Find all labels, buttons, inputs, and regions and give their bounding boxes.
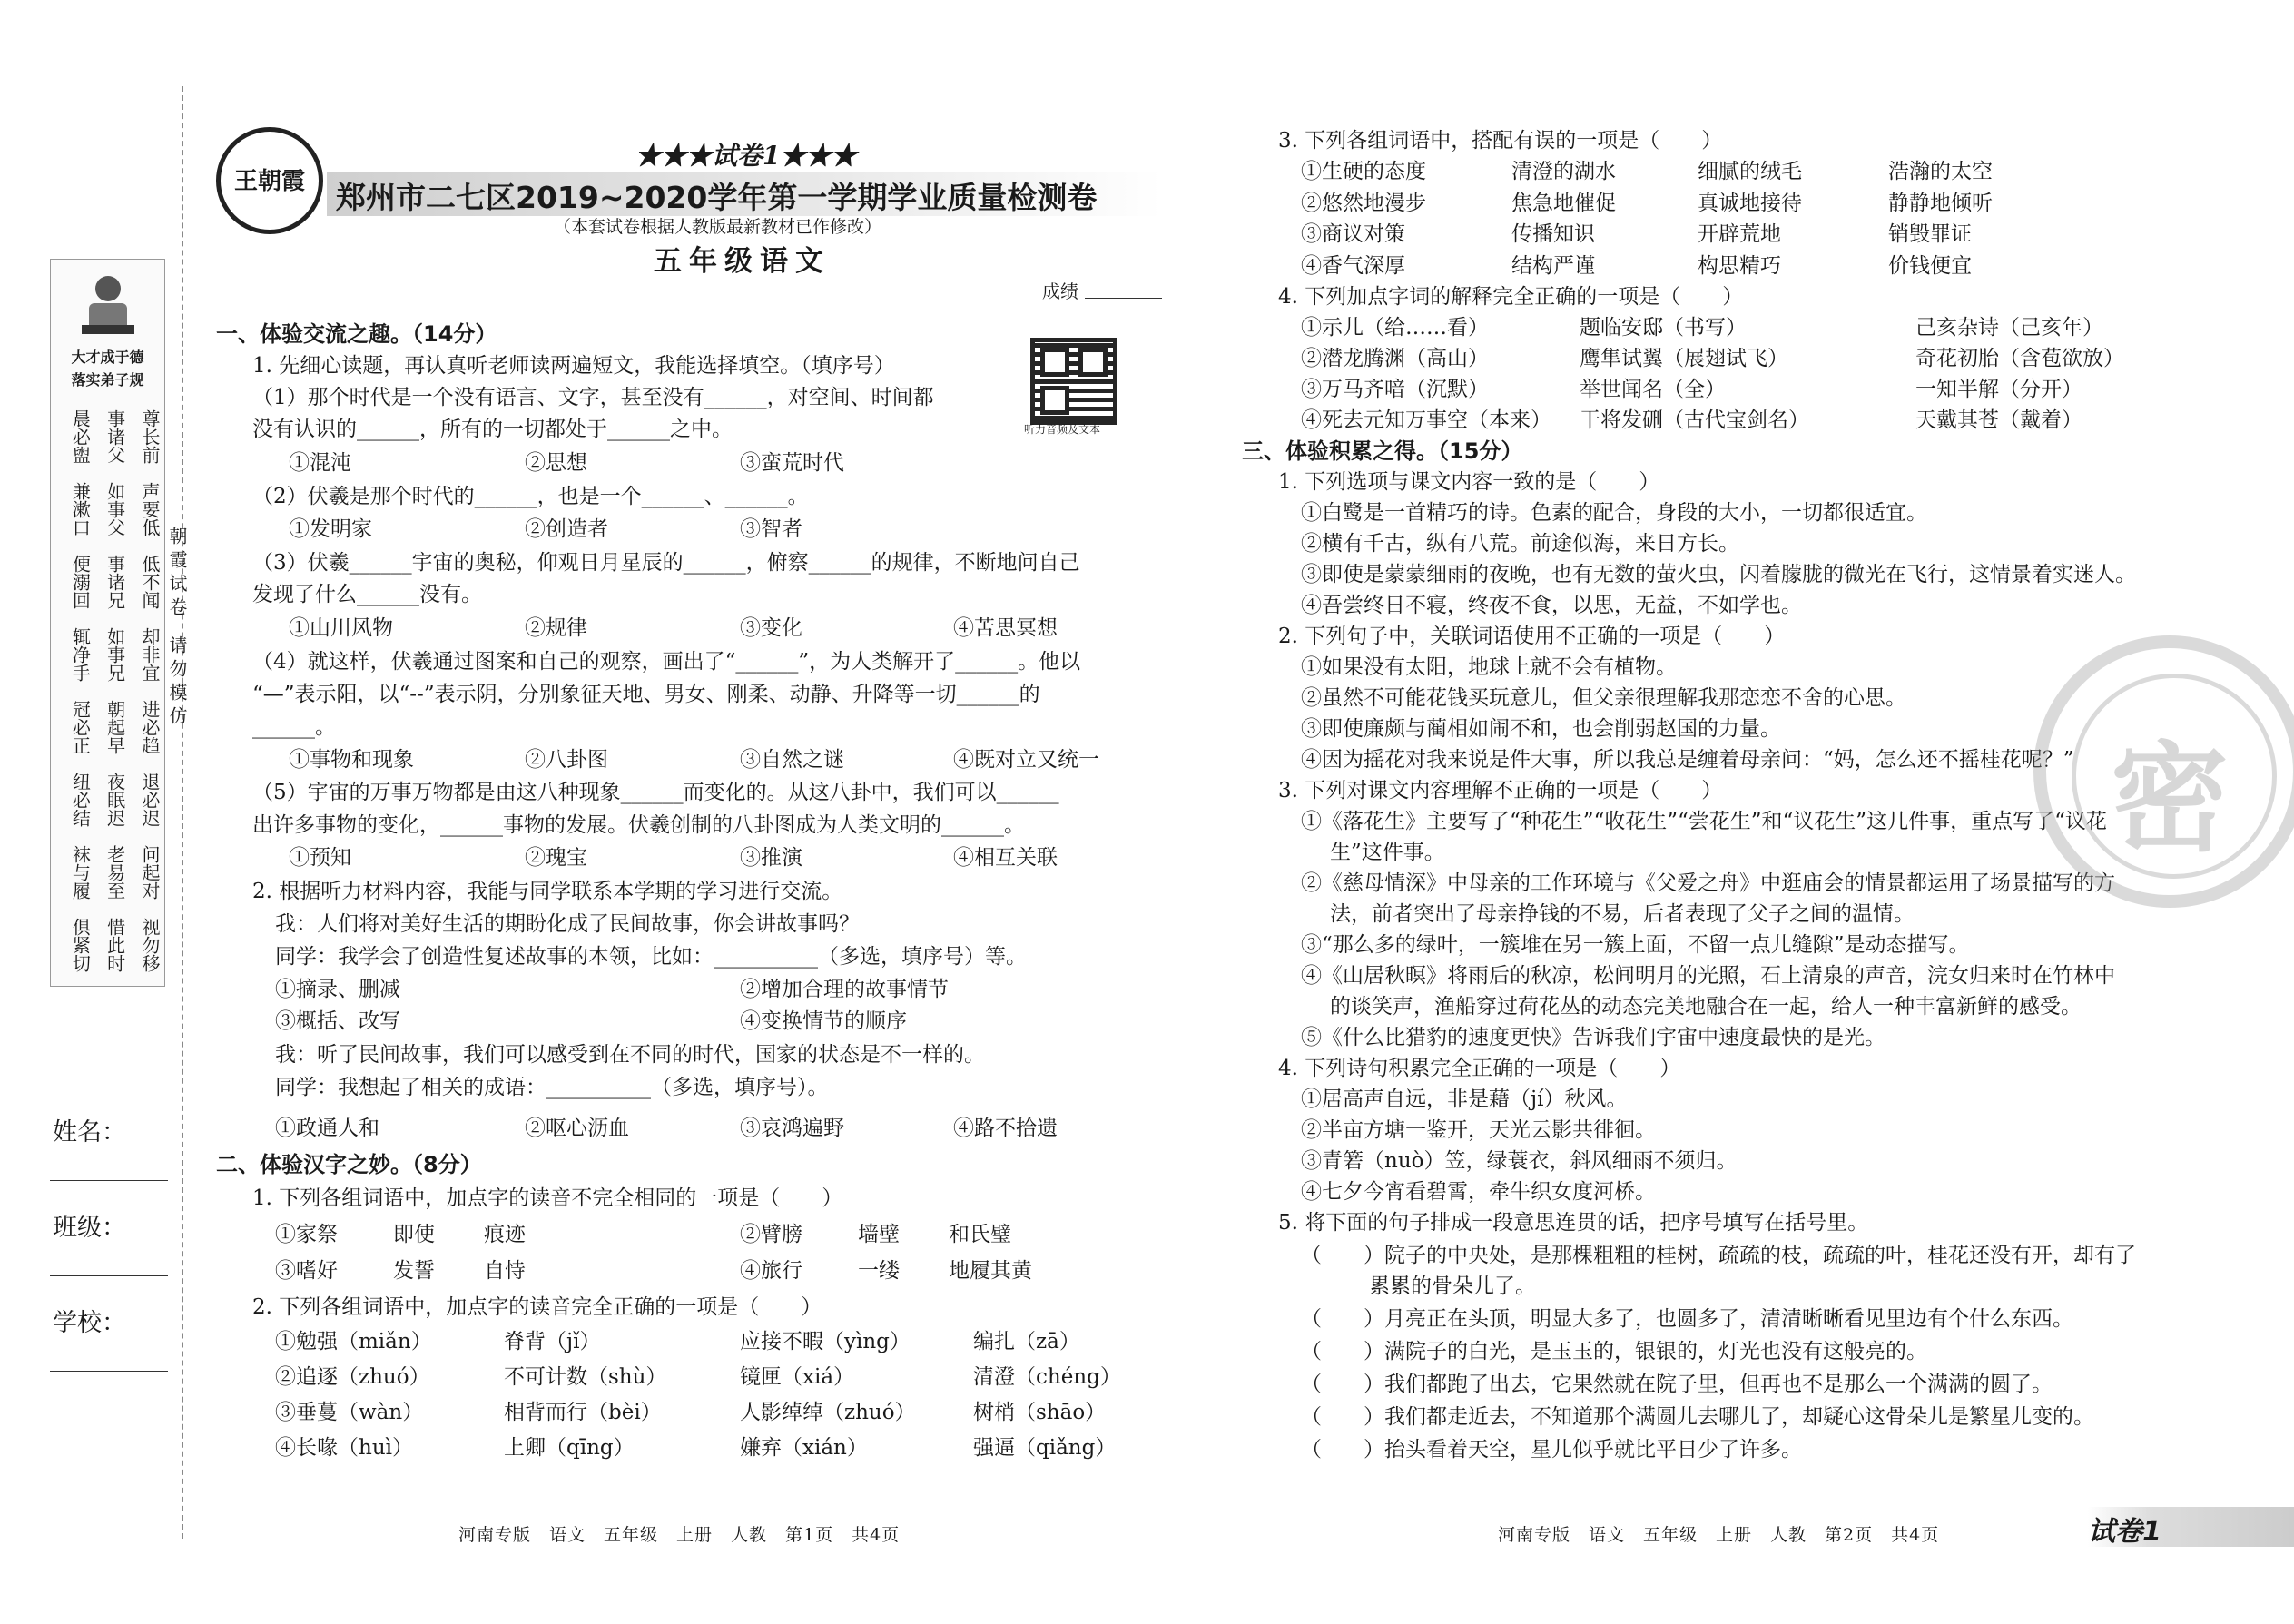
scholar-figure-icon [76, 269, 140, 341]
q4-word: 脊背（jǐ） [504, 1330, 601, 1353]
motto-cell: 低不闻 [138, 555, 161, 609]
q10-option: ②半亩方塘一鉴开，天光云影共徘徊。 [1301, 1118, 1656, 1142]
q1-part1-line2: 没有认识的______，所有的一切都处于______之中。 [252, 418, 733, 441]
q2-option: ③概括、改写 [275, 1009, 400, 1033]
motto-cell: 声要低 [138, 482, 161, 536]
logo-seal [216, 127, 323, 234]
q2-dialog-2: 同学：我学会了创造性复述故事的本领，比如：__________（多选，填序号）等。 [275, 945, 1027, 969]
motto-cell: 退必迟 [138, 773, 161, 827]
q1-part3-option: ③变化 [740, 616, 802, 640]
right-footer: 河南专版 语文 五年级 上册 人教 第2页 共4页 [1498, 1525, 1940, 1545]
section-2-heading: 二、体验汉字之妙。（8分） [216, 1152, 482, 1177]
q9-option-cont: 生”这件事。 [1330, 841, 1445, 864]
q2-idiom-option: ②呕心沥血 [525, 1117, 629, 1140]
q4-word: ③垂蔓（wàn） [275, 1401, 424, 1424]
motto-top: 大才成于德 [71, 349, 144, 366]
motto-cell: 如事父 [103, 482, 126, 536]
q5-word: 静静地倾听 [1888, 192, 1993, 215]
motto-cell: 老易至 [103, 845, 126, 900]
motto-cell: 便溺回 [69, 555, 92, 609]
q9-option: ④《山居秋暝》将雨后的秋凉，松间明月的光照，石上清泉的声音，浣女归来时在竹林中 [1301, 964, 2115, 988]
paper-tag: ★★★试卷1★★★ [635, 141, 857, 171]
q5-word: 细腻的绒毛 [1698, 160, 1802, 183]
left-footer: 河南专版 语文 五年级 上册 人教 第1页 共4页 [458, 1525, 901, 1545]
q2-dialog-1: 我：人们将对美好生活的期盼化成了民间故事，你会讲故事吗？ [275, 912, 860, 936]
q1-part4-line3: ______。 [252, 715, 336, 739]
q1-part2-line1: （2）伏羲是那个时代的______，也是一个______、______。 [252, 485, 809, 508]
q1-part5-option: ③推演 [740, 846, 802, 870]
q6-item: 天戴其苍（戴着） [1915, 408, 2082, 432]
binding-dashed-line [182, 86, 183, 1539]
question-8-stem: 2. 下列句子中，关联词语使用不正确的一项是（ ） [1278, 625, 1786, 648]
q2-option: ①摘录、删减 [275, 978, 400, 1001]
question-4-stem: 2. 下列各组词语中，加点字的读音完全正确的一项是（ ） [252, 1295, 822, 1319]
q9-option: ⑤《什么比猎豹的速度更快》告诉我们宇宙中速度最快的是光。 [1301, 1026, 1885, 1049]
motto-cell: 纽必结 [69, 773, 92, 827]
q2-option: ④变换情节的顺序 [740, 1009, 907, 1033]
motto-cell: 兼漱口 [69, 482, 92, 536]
q3-word: 地履其黄 [949, 1259, 1032, 1283]
q4-word: 树梢（shāo） [973, 1401, 1107, 1424]
class-field[interactable] [50, 1275, 168, 1276]
q1-part5-option: ④相互关联 [953, 846, 1058, 870]
motto-cell: 事诸父 [103, 409, 126, 464]
question-3-stem: 1. 下列各组词语中，加点字的读音不完全相同的一项是（ ） [252, 1186, 843, 1210]
q5-word: ②悠然地漫步 [1301, 192, 1426, 215]
q11-sentence: （ ）满院子的白光，是玉玉的，银银的，灯光也没有这般亮的。 [1301, 1340, 1927, 1363]
question-1-stem: 1. 先细心读题，再认真听老师读两遍短文，我能选择填空。（填序号） [252, 354, 895, 378]
qr-code-icon [1030, 338, 1117, 425]
q4-word: 镜匣（xiá） [740, 1365, 855, 1389]
q4-word: 强逼（qiǎng） [973, 1436, 1117, 1460]
question-7-stem: 1. 下列选项与课文内容一致的是（ ） [1278, 470, 1660, 494]
score-label: 成绩 [1042, 281, 1078, 302]
q1-part4-option: ④既对立又统一 [953, 748, 1099, 772]
q7-option: ①白鹭是一首精巧的诗。色素的配合，身段的大小，一切都很适宜。 [1301, 501, 1927, 525]
motto-cell: 进必趋 [138, 700, 161, 754]
section-1-heading: 一、体验交流之趣。（14分） [216, 321, 497, 347]
motto-cell: 惜此时 [103, 918, 126, 972]
q4-word: ①勉强（miǎn） [275, 1330, 432, 1353]
q4-word: ②追逐（zhuó） [275, 1365, 430, 1389]
name-label: 姓名： [53, 1118, 126, 1147]
q1-part2-option: ②创造者 [525, 517, 608, 541]
q1-part4-line1: （4）就这样，伏羲通过图案和自己的观察，画出了“______”，为人类解开了______。他以 [252, 650, 1081, 674]
motto-cell: 俱紧切 [69, 918, 92, 972]
motto-cell: 辄净手 [69, 627, 92, 682]
question-5-stem: 3. 下列各组词语中，搭配有误的一项是（ ） [1278, 129, 1723, 153]
q1-part3-option: ②规律 [525, 616, 587, 640]
q4-word: 人影绰绰（zhuó） [740, 1401, 916, 1424]
qr-caption: 听力音频及文本 [1024, 423, 1101, 436]
motto-cell: 事诸兄 [103, 555, 126, 609]
motto-cell: 冠必正 [69, 700, 92, 754]
q6-item: ③万马齐喑（沉默） [1301, 378, 1489, 401]
q3-word: ①家祭 [275, 1223, 338, 1246]
exam-subtitle: （本套试卷根据人教版最新教材已作修改） [554, 217, 882, 237]
q8-option: ③即使廉颇与蔺相如闹不和，也会削弱赵国的力量。 [1301, 717, 1781, 741]
q3-word: 自恃 [484, 1259, 526, 1283]
q1-part1-option: ①混沌 [289, 451, 351, 475]
motto-cell: 却非宜 [138, 627, 161, 682]
question-9-stem: 3. 下列对课文内容理解不正确的一项是（ ） [1278, 779, 1723, 802]
q3-word: ④旅行 [740, 1259, 802, 1283]
q6-item: 鹰隼试翼（展翅试飞） [1580, 347, 1788, 370]
q1-part3-option: ④苦思冥想 [953, 616, 1058, 640]
q5-word: 真诚地接待 [1698, 192, 1802, 215]
q1-part2-option: ①发明家 [289, 517, 372, 541]
q1-part4-option: ③自然之谜 [740, 748, 844, 772]
q5-word: ③商议对策 [1301, 222, 1405, 246]
q1-part3-line2: 发现了什么______没有。 [252, 583, 482, 606]
q11-sentence: （ ）院子的中央处，是那棵粗粗的桂树，疏疏的枝，疏疏的叶，桂花还没有开，却有了 [1301, 1244, 2136, 1267]
q6-item: ②潜龙腾渊（高山） [1301, 347, 1489, 370]
question-11-stem: 5. 将下面的句子排成一段意思连贯的话，把序号填写在括号里。 [1278, 1211, 1869, 1235]
q6-item: 举世闻名（全） [1580, 378, 1726, 401]
q10-option: ③青箬（nuò）笠，绿蓑衣，斜风细雨不须归。 [1301, 1149, 1738, 1173]
q2-idiom-option: ④路不拾遗 [953, 1117, 1058, 1140]
q5-word: 清澄的湖水 [1511, 160, 1616, 183]
q6-item: 题临安邸（书写） [1580, 316, 1747, 340]
q6-item: 干将发硎（古代宝剑名） [1580, 408, 1809, 432]
sidebar-note-2: 请勿模仿 [166, 635, 188, 730]
q1-part1-option: ②思想 [525, 451, 587, 475]
q3-word: 痕迹 [484, 1223, 526, 1246]
q4-word: 应接不暇（yìng） [740, 1330, 911, 1353]
q5-word: ④香气深厚 [1301, 254, 1405, 278]
motto-grid [56, 400, 161, 981]
q3-word: 发誓 [393, 1259, 435, 1283]
motto-cell: 尊长前 [138, 409, 161, 464]
sidebar-note-1: 朝霞试卷 [166, 527, 188, 621]
q9-option: ③“那么多的绿叶，一簇堆在另一簇上面，不留一点儿缝隙”是动态描写。 [1301, 933, 1970, 957]
q1-part4-option: ①事物和现象 [289, 748, 414, 772]
q7-option: ②横有千古，纵有八荒。前途似海，来日方长。 [1301, 532, 1739, 556]
name-field[interactable] [50, 1180, 168, 1181]
motto-cell: 夜眠迟 [103, 773, 126, 827]
q7-option: ③即使是蒙蒙细雨的夜晚，也有无数的萤火虫，闪着朦胧的微光在飞行，这情景着实迷人。 [1301, 563, 2136, 586]
q2-idiom-option: ①政通人和 [275, 1117, 379, 1140]
q1-part1-line1: （1）那个时代是一个没有语言、文字，甚至没有______，对空间、时间都 [252, 386, 934, 409]
motto-cell: 晨必盥 [69, 409, 92, 464]
q11-sentence: （ ）我们都跑了出去，它果然就在院子里，但再也不是那么一个满满的圆了。 [1301, 1373, 2053, 1396]
confidential-stamp [2033, 635, 2294, 908]
q6-item: ①示儿（给……看） [1301, 316, 1489, 340]
q1-part2-option: ③智者 [740, 517, 802, 541]
q11-sentence: （ ）我们都走近去，不知道那个满圆儿去哪儿了，却疑心这骨朵儿是繁星儿变的。 [1301, 1405, 2094, 1429]
q1-part3-option: ①山川风物 [289, 616, 393, 640]
q2-dialog-3: 我：听了民间故事，我们可以感受到在不同的时代，国家的状态是不一样的。 [275, 1043, 985, 1067]
q1-part5-option: ②瑰宝 [525, 846, 587, 870]
q5-word: 构思精巧 [1698, 254, 1781, 278]
question-2-stem: 2. 根据听力材料内容，我能与同学联系本学期的学习进行交流。 [252, 880, 843, 903]
q4-word: 不可计数（shù） [504, 1365, 667, 1389]
q5-word: 销毁罪证 [1888, 222, 1972, 246]
q5-word: 开辟荒地 [1698, 222, 1781, 246]
q1-part4-option: ②八卦图 [525, 748, 608, 772]
sidebar-motto-box [50, 259, 165, 987]
q4-word: 编扎（zā） [973, 1330, 1080, 1353]
q3-word: ③嗜好 [275, 1259, 338, 1283]
q4-word: 上卿（qīng） [504, 1436, 635, 1460]
q10-option: ①居高声自远，非是藉（jí）秋风。 [1301, 1088, 1628, 1111]
q4-word: ④长喙（huì） [275, 1436, 413, 1460]
q10-option: ④七夕今宵看碧霄，牵牛织女度河桥。 [1301, 1180, 1656, 1204]
q9-option-cont: 的谈笑声，渔船穿过荷花丛的动态完美地融合在一起，给人一种丰富新鲜的感受。 [1330, 995, 2082, 1019]
q6-item: 一知半解（分开） [1915, 378, 2082, 401]
q11-sentence: （ ）月亮正在头顶，明显大多了，也圆多了，清清晰晰看见里边有个什么东西。 [1301, 1307, 2073, 1331]
motto-cell: 问起对 [138, 845, 161, 900]
q6-item: ④死去元知万事空（本来） [1301, 408, 1551, 432]
question-6-stem: 4. 下列加点字词的解释完全正确的一项是（ ） [1278, 285, 1744, 309]
q4-word: 嫌弃（xián） [740, 1436, 868, 1460]
q3-word: 一缕 [858, 1259, 900, 1283]
q2-idiom-option: ③哀鸿遍野 [740, 1117, 844, 1140]
q6-item: 奇花初胎（含苞欲放） [1915, 347, 2124, 370]
q3-word: ②臂膀 [740, 1223, 802, 1246]
q1-part1-option: ③蛮荒时代 [740, 451, 844, 475]
q9-option: ①《落花生》主要写了“种花生”“收花生”“尝花生”和“议花生”这几件事，重点写了“议花 [1301, 810, 2107, 833]
section-3-heading: 三、体验积累之得。（15分） [1242, 438, 1523, 464]
q1-part5-line2: 出许多事物的变化，______事物的发展。伏羲创制的八卦图成为人类文明的______。 [252, 813, 1025, 837]
motto-bottom: 落实弟子规 [71, 371, 144, 389]
motto-cell: 视勿移 [138, 918, 161, 972]
q4-word: 清澄（chéng） [973, 1365, 1121, 1389]
q5-word: ①生硬的态度 [1301, 160, 1426, 183]
exam-title: 郑州市二七区2019~2020学年第一学期学业质量检测卷 [336, 180, 1098, 215]
q1-part4-line2: “—”表示阳，以“--”表示阴，分别象征天地、男女、刚柔、动静、升降等一切______的 [252, 683, 1040, 706]
question-10-stem: 4. 下列诗句积累完全正确的一项是（ ） [1278, 1057, 1681, 1080]
grade-subject: 五年级语文 [654, 245, 831, 278]
q4-word: 相背而行（bèi） [504, 1401, 662, 1424]
q3-word: 和氏璧 [949, 1223, 1011, 1246]
q5-word: 浩瀚的太空 [1888, 160, 1993, 183]
corner-tag: 试卷1 [2088, 1516, 2161, 1548]
q3-word: 即使 [393, 1223, 435, 1246]
q9-option: ②《慈母情深》中母亲的工作环境与《父爱之舟》中逛庙会的情景都运用了场景描写的方 [1301, 871, 2115, 895]
q5-word: 结构严谨 [1511, 254, 1595, 278]
school-field[interactable] [50, 1371, 168, 1372]
motto-cell: 袜与履 [69, 845, 92, 900]
q5-word: 传播知识 [1511, 222, 1595, 246]
q5-word: 价钱便宜 [1888, 254, 1972, 278]
class-label: 班级： [53, 1214, 126, 1242]
q11-sentence: （ ）抬头看着天空，星儿似乎就比平日少了许多。 [1301, 1438, 1802, 1462]
q2-dialog-4: 同学：我想起了相关的成语：__________（多选，填序号）。 [275, 1076, 829, 1099]
q7-option: ④吾尝终日不寝，终夜不食，以思，无益，不如学也。 [1301, 594, 1802, 617]
q8-option: ①如果没有太阳，地球上就不会有植物。 [1301, 655, 1677, 679]
q6-item: 己亥杂诗（己亥年） [1915, 316, 2103, 340]
q5-word: 焦急地催促 [1511, 192, 1616, 215]
stamp-char: 密 [2110, 730, 2229, 868]
q2-option: ②增加合理的故事情节 [740, 978, 949, 1001]
school-label: 学校： [53, 1309, 126, 1337]
q1-part3-line1: （3）伏羲______宇宙的奥秘，仰观日月星辰的______，俯察______的规律，不断地问自己 [252, 551, 1080, 575]
q3-word: 墙壁 [858, 1223, 900, 1246]
motto-cell: 朝起早 [103, 700, 126, 754]
q8-option: ④因为摇花对我来说是件大事，所以我总是缠着母亲问：“妈，怎么还不摇桂花呢？” [1301, 748, 2074, 772]
q1-part5-option: ①预知 [289, 846, 351, 870]
score-field[interactable] [1085, 298, 1162, 299]
q9-option-cont: 法，前者突出了母亲挣钱的不易，后者表现了父子之间的温情。 [1330, 902, 1915, 926]
motto-cell: 如事兄 [103, 627, 126, 682]
logo-text: 王朝霞 [233, 168, 305, 195]
q11-sentence-cont: 累累的骨朵儿了。 [1369, 1275, 1536, 1298]
q1-part5-line1: （5）宇宙的万事万物都是由这八种现象______而变化的。从这八卦中，我们可以______ [252, 781, 1059, 804]
q8-option: ②虽然不可能花钱买玩意儿，但父亲很理解我那恋恋不舍的心思。 [1301, 686, 1906, 710]
